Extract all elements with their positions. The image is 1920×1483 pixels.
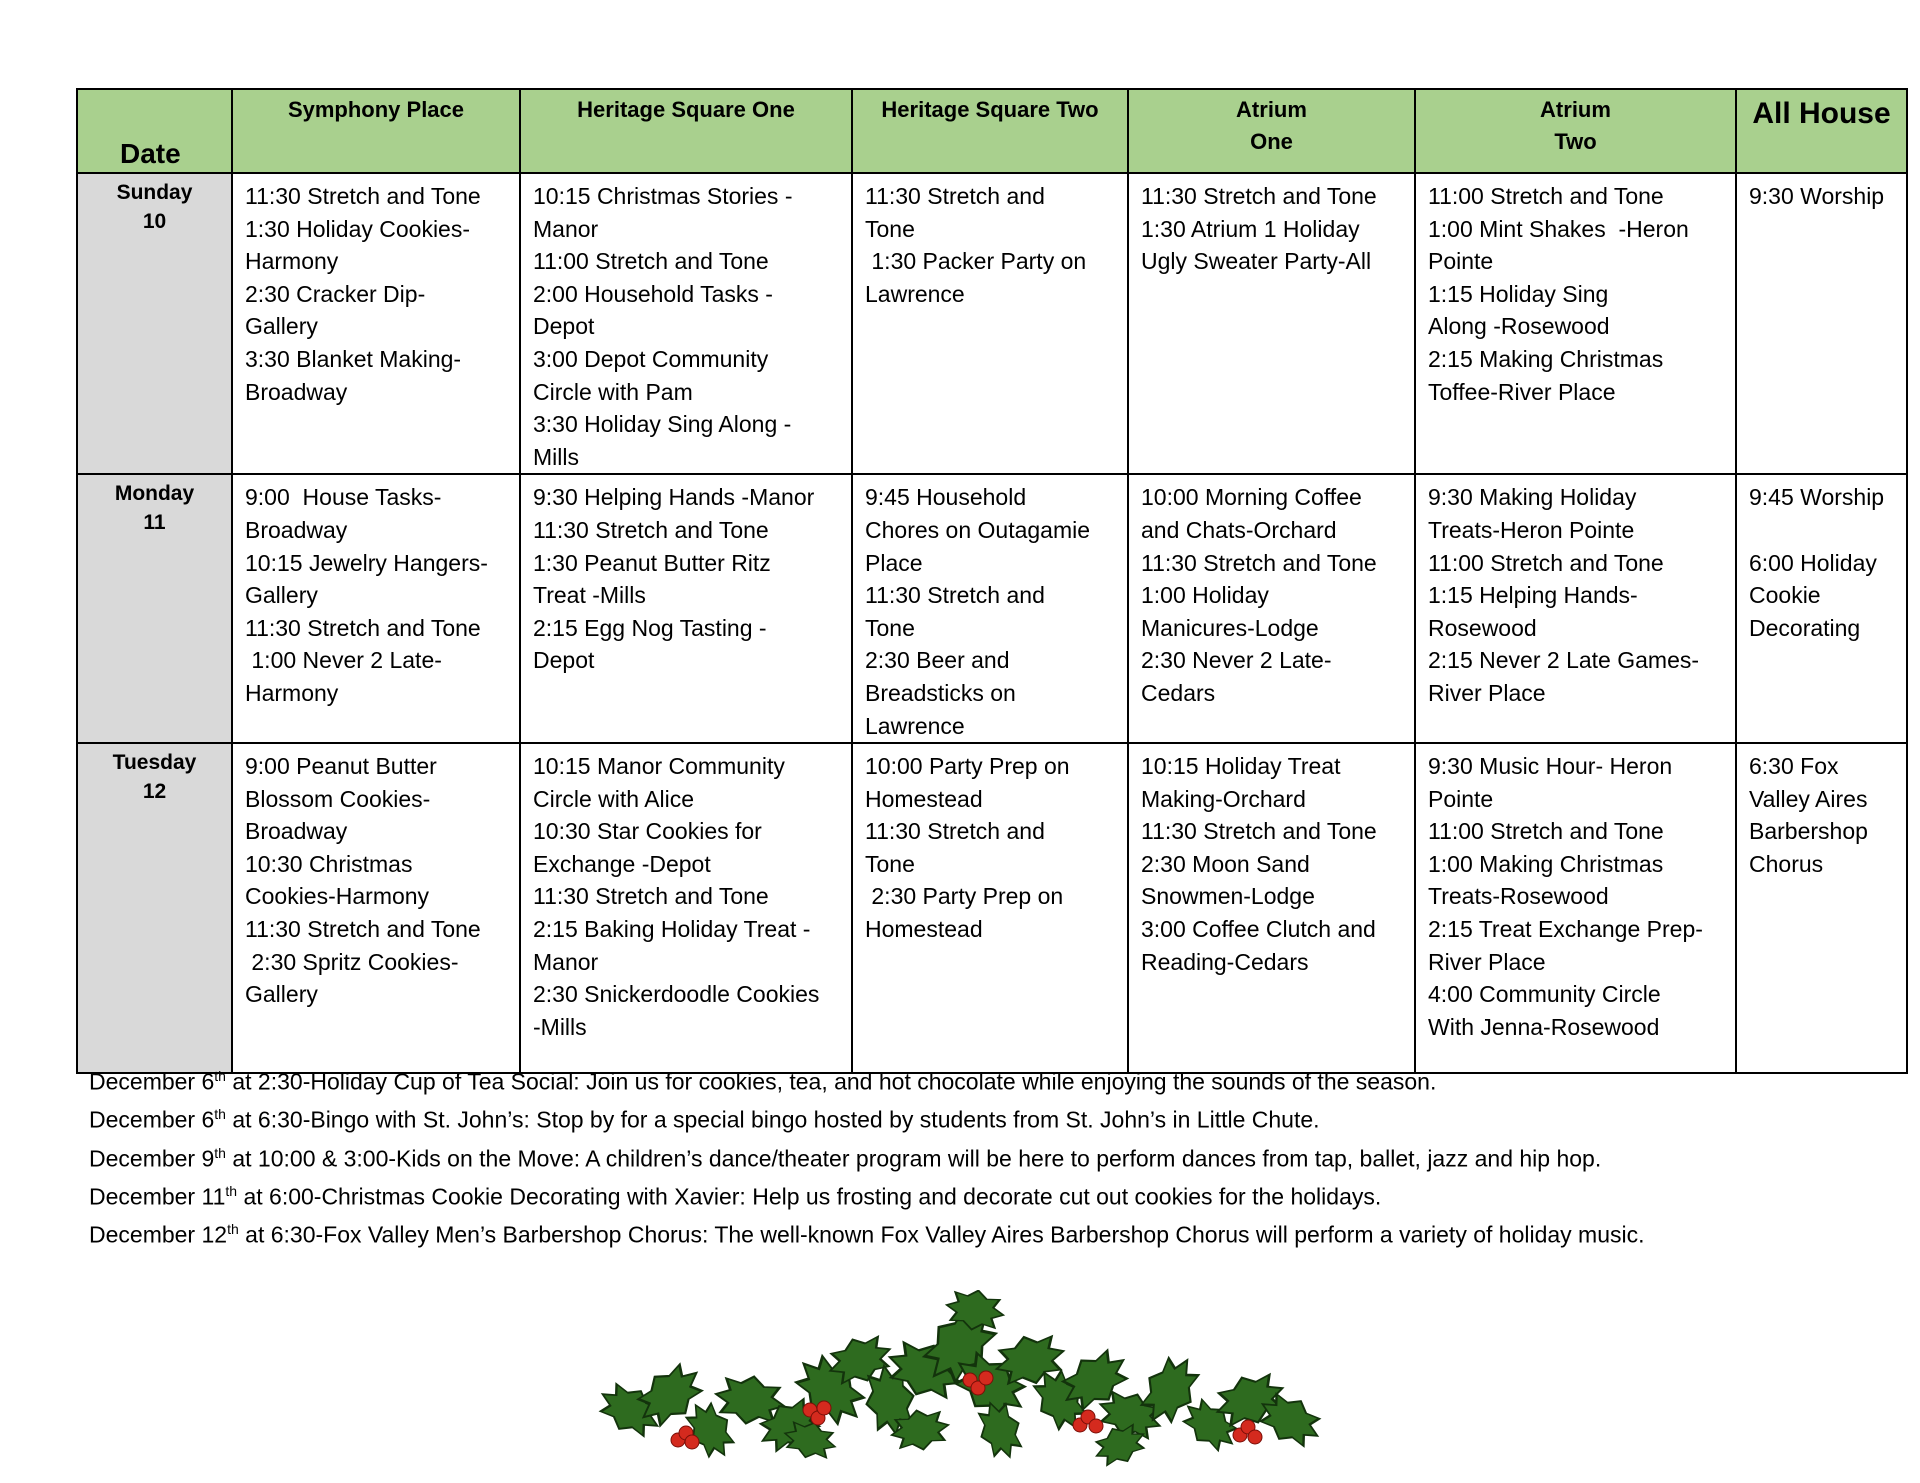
activity-cell-all-house (1736, 173, 1907, 474)
note-post: at 6:30-Fox Valley Men’s Barbershop Chorus: The well-known Fox Valley Aires Barbershop Chorus will perform a variety of holiday music. (238, 1221, 1645, 1248)
activity-cell-all-house (1736, 743, 1907, 1073)
activity-item: 1:30 Atrium 1 Holiday Ugly Sweater Party-All (1141, 215, 1372, 275)
day-cell (77, 474, 232, 743)
activity-item: 10:15 Christmas Stories - Manor (533, 183, 793, 242)
activity-cell-atrium-two (1415, 743, 1736, 1073)
day-name: Tuesday (112, 751, 197, 775)
note-sup: th (225, 1182, 238, 1199)
schedule-row (77, 743, 1907, 1073)
header-atrium-one: Atrium One (1128, 89, 1415, 173)
note-sup: th (214, 1144, 226, 1161)
activity-item: 11:30 Stretch and Tone (1141, 183, 1377, 209)
activity-item: 2:15 Making Christmas Toffee-River Place (1428, 345, 1664, 405)
note-line (89, 1175, 1889, 1213)
activity-item: 3:00 Depot Community Circle with Pam (533, 345, 769, 405)
holly-berry (1089, 1419, 1103, 1433)
holly-berry (979, 1371, 993, 1385)
activity-cell-heritage-square-one (520, 474, 852, 743)
note-post: at 6:00-Christmas Cookie Decorating with Xavier: Help us frosting and decorate cut out cookies for the holidays. (237, 1183, 1382, 1210)
activity-item: 10:30 Christmas Cookies-Harmony (245, 850, 430, 910)
note-pre: December 6 (89, 1068, 215, 1095)
activity-item: 1:15 Helping Hands- Rosewood (1428, 582, 1638, 641)
activity-item: 1:00 Holiday Manicures-Lodge (1141, 582, 1319, 641)
holly-berry (817, 1401, 831, 1415)
holly-berry (1248, 1430, 1262, 1444)
activity-item: 1:15 Holiday Sing Along -Rosewood (1428, 280, 1610, 340)
note-line (89, 1060, 1889, 1098)
note-pre: December 12 (89, 1221, 228, 1248)
note-pre: December 9 (89, 1145, 215, 1172)
activity-item: 10:00 Morning Coffee and Chats-Orchard (1141, 484, 1362, 543)
activity-item: 2:15 Baking Holiday Treat - Manor (533, 916, 811, 975)
activity-item: 11:00 Stretch and Tone (1428, 183, 1664, 209)
activity-item: 10:30 Star Cookies for Exchange -Depot (533, 818, 762, 877)
activity-schedule-table (76, 88, 1908, 1074)
activity-item: 11:30 Stretch and Tone (245, 614, 481, 641)
note-post: at 10:00 & 3:00-Kids on the Move: A children’s dance/theater program will be here to perform dances from tap, ballet, jazz and hip hop. (225, 1145, 1602, 1172)
activity-item: 11:30 Stretch and Tone (533, 883, 769, 910)
activity-item: 1:00 Making Christmas Treats-Rosewood (1428, 850, 1664, 910)
activity-item: 10:15 Holiday Treat Making-Orchard (1141, 753, 1341, 812)
activity-item (1749, 514, 1898, 547)
activity-item: 2:30 Never 2 Late- Cedars (1141, 647, 1332, 706)
activity-item: 10:00 Party Prep on Homestead (865, 753, 1070, 812)
activity-item: 3:30 Blanket Making- Broadway (245, 345, 462, 405)
activity-cell-symphony-place (232, 743, 520, 1073)
activity-item: 1:30 Holiday Cookies- Harmony (245, 215, 471, 275)
activity-item: 1:30 Packer Party on Lawrence (865, 248, 1087, 307)
holly-garland-icon (560, 1290, 1360, 1480)
activity-cell-heritage-square-one (520, 173, 852, 474)
day-name: Monday (114, 482, 195, 506)
day-number: 11 (143, 511, 166, 535)
activity-item: 11:30 Stretch and Tone (1141, 818, 1377, 845)
activity-cell-heritage-square-two (852, 173, 1128, 474)
activity-item: 11:30 Stretch and Tone (865, 183, 1045, 242)
activity-item: 11:30 Stretch and Tone (865, 582, 1045, 641)
activity-cell-heritage-square-one (520, 743, 852, 1073)
activity-item: 3:30 Holiday Sing Along - Mills (533, 411, 792, 470)
activity-cell-atrium-one (1128, 743, 1415, 1073)
note-line (89, 1213, 1889, 1251)
note-pre: December 11 (89, 1183, 226, 1210)
activity-item: 11:30 Stretch and Tone (1141, 549, 1377, 576)
day-name: Sunday (116, 181, 193, 204)
note-line (89, 1137, 1889, 1175)
activity-item: 9:45 Worship (1749, 484, 1885, 511)
activity-item: 2:30 Snickerdoodle Cookies -Mills (533, 981, 820, 1040)
note-sup: th (214, 1106, 226, 1123)
activity-item: 2:30 Beer and Breadsticks on Lawrence (865, 647, 1016, 739)
activity-item: 2:30 Cracker Dip- Gallery (245, 280, 426, 340)
activity-item: 9:45 Household Chores on Outagamie Place (865, 484, 1091, 576)
activity-item: 10:15 Jewelry Hangers- Gallery (245, 549, 488, 609)
activity-item: 11:30 Stretch and Tone (245, 916, 481, 943)
activity-item: 9:00 Peanut Butter Blossom Cookies- Broadway (245, 753, 437, 845)
activity-item: 2:15 Treat Exchange Prep- River Place (1428, 916, 1703, 975)
activity-item: 1:30 Peanut Butter Ritz Treat -Mills (533, 549, 771, 609)
schedule-row (77, 173, 1907, 474)
day-cell (77, 173, 232, 474)
activity-cell-atrium-one (1128, 173, 1415, 474)
activity-item: 9:30 Music Hour- Heron Pointe (1428, 753, 1673, 812)
activity-item: 11:00 Stretch and Tone (533, 248, 769, 275)
activity-item: 2:15 Egg Nog Tasting - Depot (533, 614, 767, 674)
note-post: at 2:30-Holiday Cup of Tea Social: Join us for cookies, tea, and hot chocolate while enjoying the sounds of the season. (225, 1068, 1437, 1095)
note-sup: th (227, 1221, 239, 1237)
activity-cell-heritage-square-two (852, 743, 1128, 1073)
activity-cell-symphony-place (232, 173, 520, 474)
activity-item: 2:00 Household Tasks - Depot (533, 280, 773, 340)
activity-item: 1:00 Mint Shakes -Heron Pointe (1428, 215, 1689, 275)
day-cell (77, 743, 232, 1073)
header-heritage-square-one: Heritage Square One (520, 89, 852, 173)
activity-item: 1:00 Never 2 Late- Harmony (245, 647, 442, 706)
header-symphony-place: Symphony Place (232, 89, 520, 173)
activity-cell-atrium-two (1415, 173, 1736, 474)
activity-item: 4:00 Community Circle With Jenna-Rosewood (1428, 981, 1661, 1040)
activity-item: 11:30 Stretch and Tone (865, 818, 1045, 877)
activity-cell-all-house (1736, 474, 1907, 743)
activity-item: 2:15 Never 2 Late Games- River Place (1428, 647, 1700, 706)
activity-cell-atrium-one (1128, 474, 1415, 743)
activity-item: 6:00 Holiday Cookie Decorating (1749, 549, 1877, 641)
day-number: 10 (142, 210, 167, 233)
activity-item: 6:30 Fox Valley Aires Barbershop Chorus (1749, 753, 1868, 877)
day-number: 12 (142, 780, 167, 804)
holly-berry (685, 1435, 699, 1449)
activity-item: 11:30 Stretch and Tone (245, 183, 481, 209)
header-all-house: All House (1736, 89, 1907, 173)
header-heritage-square-two: Heritage Square Two (852, 89, 1128, 173)
header-atrium-two: Atrium Two (1415, 89, 1736, 173)
activity-item: 9:30 Helping Hands -Manor (533, 484, 815, 511)
header-date: Date (77, 89, 232, 173)
note-line (89, 1098, 1889, 1136)
activity-cell-heritage-square-two (852, 474, 1128, 743)
activity-item: 2:30 Moon Sand Snowmen-Lodge (1141, 850, 1315, 910)
note-post: at 6:30-Bingo with St. John’s: Stop by for a special bingo hosted by students from St. John’s in Little Chute. (225, 1106, 1320, 1133)
header-row (77, 89, 1907, 173)
activity-item: 9:00 House Tasks- Broadway (245, 484, 442, 543)
activity-cell-symphony-place (232, 474, 520, 743)
activity-item: 2:30 Party Prep on Homestead (865, 883, 1064, 943)
activity-cell-atrium-two (1415, 474, 1736, 743)
note-sup: th (214, 1068, 226, 1084)
activity-item: 11:00 Stretch and Tone (1428, 818, 1664, 845)
note-pre: December 6 (89, 1106, 215, 1133)
activity-item: 2:30 Spritz Cookies- Gallery (245, 948, 459, 1008)
activity-item: 9:30 Making Holiday Treats-Heron Pointe (1428, 484, 1637, 543)
activity-item: 3:00 Coffee Clutch and Reading-Cedars (1141, 916, 1376, 975)
activity-item: 11:30 Stretch and Tone (533, 516, 769, 543)
activity-item: 9:30 Worship (1749, 183, 1885, 209)
activity-item: 11:00 Stretch and Tone (1428, 549, 1664, 576)
schedule-row (77, 474, 1907, 743)
event-notes (89, 1060, 1889, 1251)
activity-item: 10:15 Manor Community Circle with Alice (533, 753, 785, 812)
